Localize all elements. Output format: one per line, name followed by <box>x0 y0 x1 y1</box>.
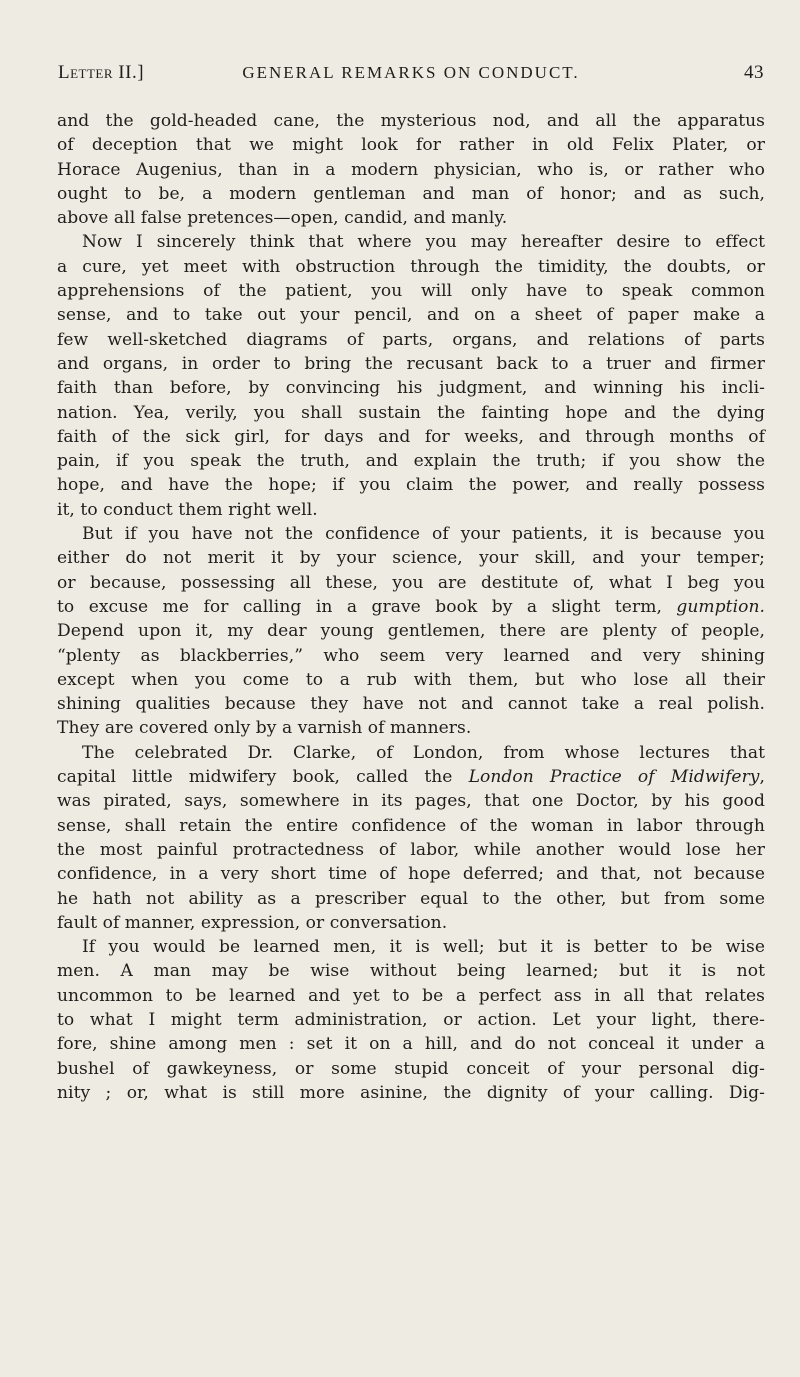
page-number: 43 <box>744 62 764 83</box>
text-line-content: above all false pretences—open, candid, and manly. <box>57 208 508 229</box>
text-line <box>57 255 765 279</box>
punctuation: , <box>759 767 765 788</box>
text-line <box>57 328 765 352</box>
text-line-content: hope, and have the hope; if you claim the power, and really possess <box>57 475 765 496</box>
text-line-content: except when you come to a rub with them, but who lose all their <box>57 669 765 690</box>
text-line-content: few well-sketched diagrams of parts, organs, and relations of parts <box>57 329 765 350</box>
text-line <box>57 959 765 983</box>
text-line-content: fault of manner, expression, or conversation. <box>57 912 448 933</box>
text-line <box>57 1032 765 1056</box>
text-line <box>57 109 765 133</box>
text-line <box>57 230 765 254</box>
italic-book-title: London Practice of Midwifery <box>468 767 760 788</box>
text-line <box>57 862 765 886</box>
text-line-content: apprehensions of the patient, you will only have to speak common <box>57 281 765 302</box>
text-line-content: bushel of gawkeyness, or some stupid conceit of your personal dig- <box>57 1058 765 1079</box>
text-line-content: a cure, yet meet with obstruction through the timidity, the doubts, or <box>57 256 765 277</box>
italic-term: gumption. <box>676 596 765 617</box>
text-line <box>57 473 765 497</box>
text-line <box>57 522 765 546</box>
text-line <box>57 619 765 643</box>
text-line <box>57 133 765 157</box>
text-line <box>57 571 765 595</box>
text-line-content: to excuse me for calling in a grave book by a slight term, <box>57 596 677 617</box>
text-line <box>57 984 765 1008</box>
text-line <box>57 595 765 619</box>
text-line <box>57 546 765 570</box>
text-line-content: But if you have not the confidence of your patients, it is because you <box>82 524 765 545</box>
text-line-content: ought to be, a modern gentleman and man of honor; and as such, <box>57 183 765 204</box>
text-line <box>57 376 765 400</box>
text-line <box>57 158 765 182</box>
text-line-content: nity ; or, what is still more asinine, the dignity of your calling. Dig- <box>57 1082 765 1103</box>
text-line <box>57 935 765 959</box>
text-line-content: shining qualities because they have not and cannot take a real polish. <box>57 694 765 715</box>
text-line-content: it, to conduct them right well. <box>57 499 318 520</box>
text-line-content: to what I might term administration, or action. Let your light, there- <box>57 1009 765 1030</box>
text-line-content: They are covered only by a varnish of manners. <box>57 718 472 739</box>
text-line <box>57 692 765 716</box>
running-head-title: GENERAL REMARKS ON CONDUCT. <box>242 63 580 82</box>
text-line-content: Now I sincerely think that where you may hereafter desire to effect <box>82 232 765 253</box>
text-line <box>57 789 765 813</box>
text-line-content: pain, if you speak the truth, and explain the truth; if you show the <box>57 451 765 472</box>
text-line <box>57 765 765 789</box>
text-line <box>57 425 765 449</box>
text-line <box>57 887 765 911</box>
text-line-content: If you would be learned men, it is well; but it is better to be wise <box>82 937 765 958</box>
text-line <box>57 1081 765 1105</box>
text-line-content: sense, and to take out your pencil, and on a sheet of paper make a <box>57 305 765 326</box>
text-line <box>57 716 765 740</box>
text-line-content: men. A man may be wise without being learned; but it is not <box>57 961 765 982</box>
text-line <box>57 838 765 862</box>
text-line <box>57 814 765 838</box>
text-line-content: nation. Yea, verily, you shall sustain the fainting hope and the dying <box>57 402 765 423</box>
text-line <box>57 1008 765 1032</box>
text-line-content: was pirated, says, somewhere in its pages, that one Doctor, by his good <box>57 791 765 812</box>
text-line-content: confidence, in a very short time of hope deferred; and that, not because <box>57 864 765 885</box>
text-line <box>57 449 765 473</box>
text-line-content: “plenty as blackberries,” who seem very learned and very shining <box>57 645 765 666</box>
body-text <box>57 109 765 1105</box>
text-line <box>57 644 765 668</box>
text-line <box>57 911 765 935</box>
text-line-content: and organs, in order to bring the recusant back to a truer and firmer <box>57 353 765 374</box>
text-line-content: and the gold-headed cane, the mysterious nod, and all the apparatus <box>57 111 765 131</box>
text-line <box>57 401 765 425</box>
text-line-content: Depend upon it, my dear young gentlemen, there are plenty of people, <box>57 621 765 642</box>
running-head <box>58 62 764 90</box>
text-line <box>57 303 765 327</box>
text-line-content: either do not merit it by your science, your skill, and your temper; <box>57 548 765 569</box>
text-line-content: Horace Augenius, than in a modern physician, who is, or rather who <box>57 159 765 180</box>
text-line-content: faith of the sick girl, for days and for weeks, and through months of <box>57 426 765 447</box>
text-line-content: capital little midwifery book, called the <box>57 767 469 788</box>
text-line-content: faith than before, by convincing his judgment, and winning his incli- <box>57 378 765 399</box>
running-head-letter: Letter II.] <box>58 62 145 83</box>
text-line <box>57 206 765 230</box>
text-line-content: uncommon to be learned and yet to be a perfect ass in all that relates <box>57 985 765 1006</box>
text-line <box>57 1057 765 1081</box>
text-line-content: fore, shine among men : set it on a hill, and do not conceal it under a <box>57 1034 765 1055</box>
text-line-content: sense, shall retain the entire confidence of the woman in labor through <box>57 815 765 836</box>
text-line-content: of deception that we might look for rather in old Felix Plater, or <box>57 135 765 156</box>
text-line-content: The celebrated Dr. Clarke, of London, from whose lectures that <box>82 742 765 763</box>
text-line <box>57 182 765 206</box>
text-line <box>57 279 765 303</box>
text-line <box>57 668 765 692</box>
text-line <box>57 498 765 522</box>
text-line-content: or because, possessing all these, you are destitute of, what I beg you <box>57 572 765 593</box>
text-line-content: he hath not ability as a prescriber equal to the other, but from some <box>57 888 765 909</box>
text-line <box>57 741 765 765</box>
text-line-content: the most painful protractedness of labor, while another would lose her <box>57 839 765 860</box>
text-line <box>57 352 765 376</box>
